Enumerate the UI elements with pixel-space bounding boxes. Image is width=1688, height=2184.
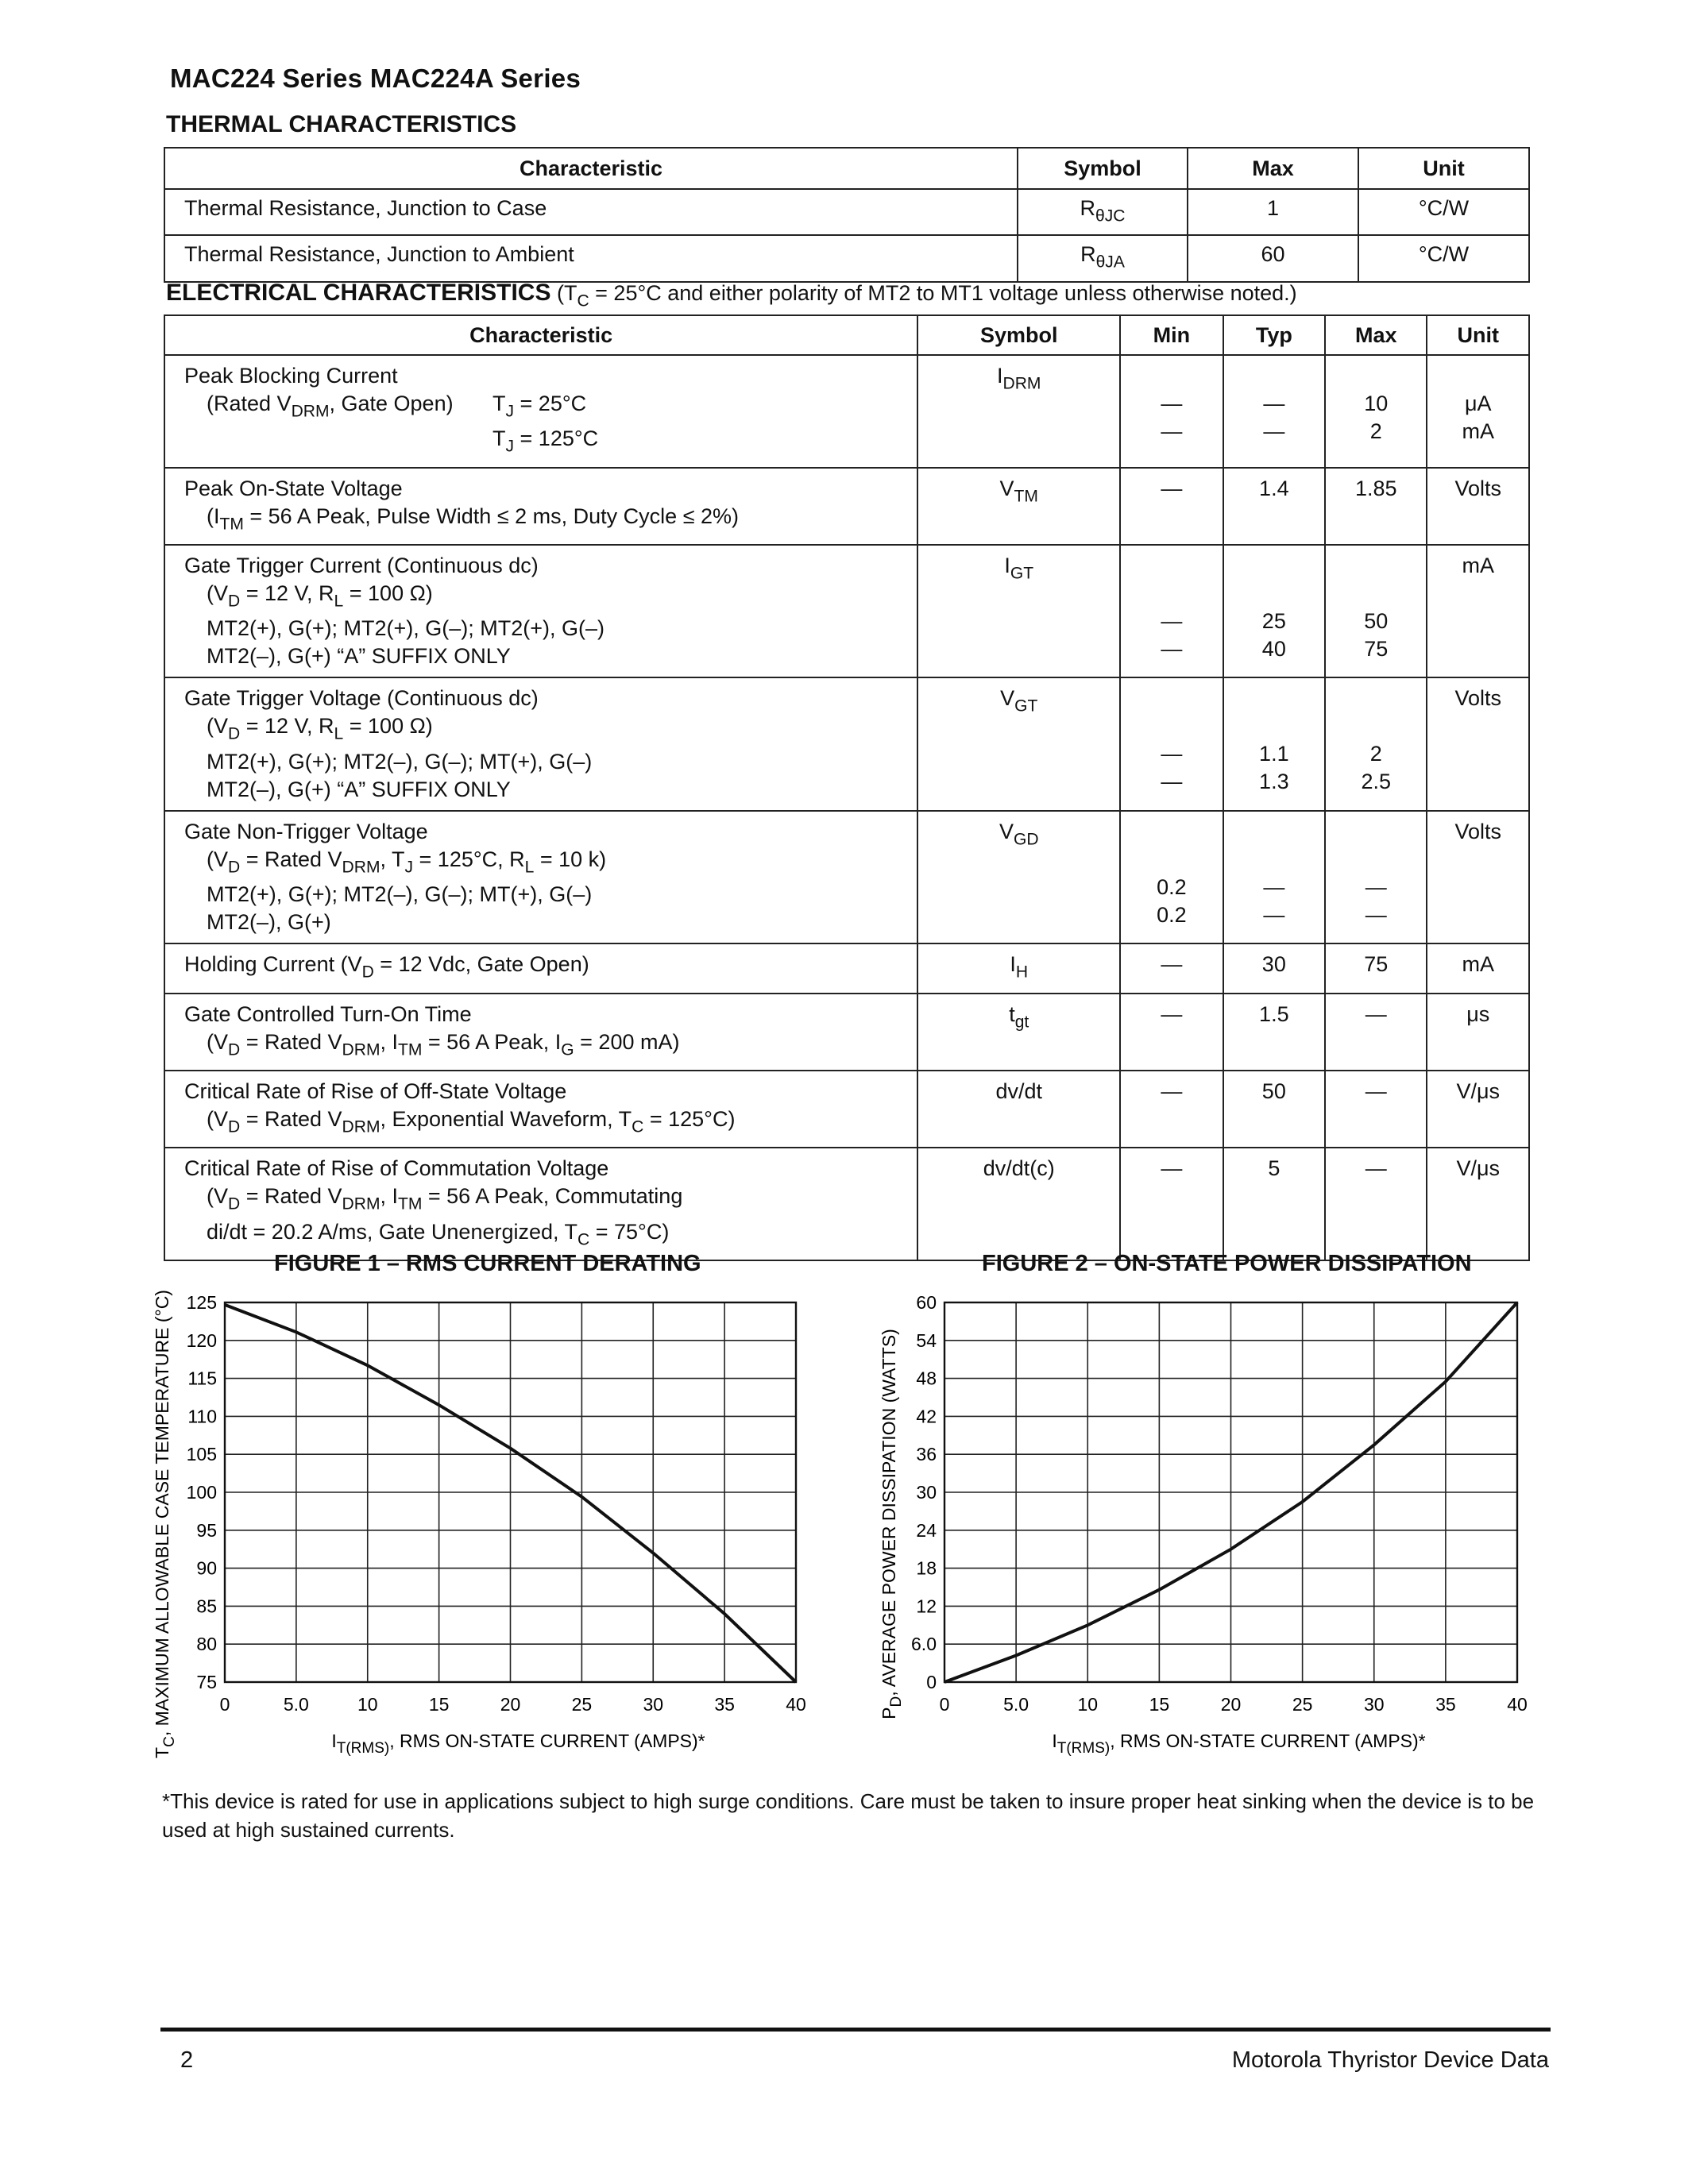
y-tick-label: 54	[916, 1329, 937, 1351]
min-cell: —	[1120, 1071, 1223, 1148]
thermal-symbol: $R_{\theta JC}$	[1018, 189, 1188, 235]
y-tick-label: 120	[186, 1329, 217, 1351]
table-row	[164, 1148, 1529, 1260]
thermal-symbol: $R_{\theta JA}$	[1018, 235, 1188, 281]
y-tick-label: 110	[187, 1406, 217, 1427]
x-tick-label: 25	[571, 1694, 593, 1715]
thermal-unit: °C/W	[1358, 235, 1529, 281]
x-tick-label: 35	[714, 1694, 735, 1715]
y-tick-label: 30	[916, 1482, 937, 1503]
min-cell: 0.2 0.2	[1120, 811, 1223, 943]
max-cell: 10 2	[1325, 355, 1427, 468]
symbol-cell: $I_H$	[917, 943, 1120, 993]
y-tick-label: 0	[926, 1672, 937, 1692]
electrical-heading	[166, 280, 1297, 311]
characteristic-cell: Peak Blocking Current (Rated $V_{DRM}$, Gate Open) $T_J = 25^\circ C$ $T_J = 125^\circ C$	[164, 355, 917, 468]
table-row	[164, 468, 1529, 545]
electrical-col-unit: Unit	[1427, 315, 1529, 355]
symbol-cell: $I_{DRM}$	[917, 355, 1120, 468]
x-tick-label: 40	[786, 1694, 806, 1715]
max-cell: — —	[1325, 811, 1427, 943]
characteristic-cell: Gate Non-Trigger Voltage ($V_D$ = Rated $V_{DRM}$, $T_J = 125^\circ C$, $R_L = 10$ k) MT2(+), G(+); MT2(–), G(–); MT(+), G(–) MT2(–), G(+)	[164, 811, 917, 943]
table-row	[164, 677, 1529, 810]
electrical-col-characteristic: Characteristic	[164, 315, 917, 355]
electrical-table	[164, 314, 1530, 1261]
thermal-max: 60	[1188, 235, 1358, 281]
min-cell: — —	[1120, 677, 1223, 810]
characteristic-cell: Gate Trigger Voltage (Continuous dc) ($V_D = 12$ V, $R_L = 100$ Ω) MT2(+), G(+); MT2(–), G(–); MT(+), G(–) MT2(–), G(+) “A” SUFFIX ONLY	[164, 677, 917, 810]
y-tick-label: 95	[196, 1519, 217, 1541]
max-cell: 2 2.5	[1325, 677, 1427, 810]
thermal-col-unit: Unit	[1358, 148, 1529, 189]
symbol-cell: $t_{gt}$	[917, 994, 1120, 1071]
thermal-section-title: THERMAL CHARACTERISTICS	[166, 111, 517, 137]
typ-cell: 50	[1223, 1071, 1325, 1148]
x-axis-label: $I_{T(RMS)}$, RMS ON-STATE CURRENT (AMPS)*	[331, 1731, 705, 1757]
thermal-col-max: Max	[1188, 148, 1358, 189]
x-tick-label: 5.0	[283, 1694, 309, 1715]
max-cell: 50 75	[1325, 545, 1427, 677]
x-tick-label: 10	[1077, 1694, 1099, 1715]
x-tick-label: 15	[1149, 1694, 1170, 1715]
thermal-header-row	[164, 148, 1529, 189]
max-cell: 1.85	[1325, 468, 1427, 545]
x-tick-label: 20	[1220, 1694, 1242, 1715]
characteristic-cell: Gate Controlled Turn-On Time ($V_D$ = Rated $V_{DRM}$, $I_{TM} = 56$ A Peak, $I_G = 200$ mA)	[164, 994, 917, 1071]
typ-cell: — —	[1223, 811, 1325, 943]
series-title: MAC224 Series MAC224A Series	[170, 64, 581, 93]
x-axis-label: $I_{T(RMS)}$, RMS ON-STATE CURRENT (AMPS)*	[1052, 1731, 1426, 1757]
thermal-max: 1	[1188, 189, 1358, 235]
thermal-characteristic: Thermal Resistance, Junction to Case	[164, 189, 1018, 235]
y-tick-label: 24	[916, 1519, 937, 1541]
y-tick-label: 85	[196, 1596, 217, 1617]
footnote: *This device is rated for use in applications subject to high surge conditions. Care must be taken to insure proper heat sinking when the device is to be used at high sustained currents.	[162, 1789, 1535, 1842]
x-tick-label: 25	[1292, 1694, 1313, 1715]
y-tick-label: 90	[196, 1557, 217, 1579]
characteristic-cell: Peak On-State Voltage ($I_{TM} = 56$ A Peak, Pulse Width ≤ 2 ms, Duty Cycle ≤ 2%)	[164, 468, 917, 545]
y-tick-label: 12	[916, 1596, 937, 1617]
unit-cell: V/μs	[1427, 1148, 1529, 1260]
x-tick-label: 0	[219, 1694, 230, 1715]
x-tick-label: 30	[1363, 1694, 1385, 1715]
figure-2-chart	[870, 1271, 1569, 1771]
x-tick-label: 35	[1435, 1694, 1456, 1715]
typ-cell: 1.1 1.3	[1223, 677, 1325, 810]
unit-cell: mA	[1427, 545, 1529, 677]
footer-publication: Motorola Thyristor Device Data	[1231, 2047, 1549, 2073]
figure-1-chart	[143, 1271, 842, 1771]
typ-cell: — —	[1223, 355, 1325, 468]
unit-cell: V/μs	[1427, 1071, 1529, 1148]
table-row	[164, 811, 1529, 943]
min-cell: —	[1120, 943, 1223, 993]
symbol-cell: $V_{GT}$	[917, 677, 1120, 810]
unit-cell: μA mA	[1427, 355, 1529, 468]
y-tick-label: 48	[916, 1368, 937, 1389]
electrical-col-min: Min	[1120, 315, 1223, 355]
thermal-table	[164, 147, 1530, 283]
y-tick-label: 105	[186, 1444, 217, 1465]
y-tick-label: 18	[916, 1557, 937, 1579]
characteristic-cell: Critical Rate of Rise of Off-State Voltage ($V_D$ = Rated $V_{DRM}$, Exponential Waveform, $T_C = 125^\circ C$)	[164, 1071, 917, 1148]
y-tick-label: 60	[916, 1292, 937, 1313]
min-cell: —	[1120, 994, 1223, 1071]
y-tick-label: 75	[196, 1672, 217, 1692]
typ-cell: 5	[1223, 1148, 1325, 1260]
unit-cell: Volts	[1427, 811, 1529, 943]
table-row	[164, 545, 1529, 677]
thermal-unit: °C/W	[1358, 189, 1529, 235]
symbol-cell: $I_{GT}$	[917, 545, 1120, 677]
table-row	[164, 1071, 1529, 1148]
characteristic-cell: Gate Trigger Current (Continuous dc) ($V_D = 12$ V, $R_L = 100$ Ω) MT2(+), G(+); MT2(+), G(–); MT2(+), G(–) MT2(–), G(+) “A” SUFFIX ONLY	[164, 545, 917, 677]
max-cell: —	[1325, 1148, 1427, 1260]
max-cell: —	[1325, 994, 1427, 1071]
y-tick-label: 125	[186, 1292, 217, 1313]
electrical-conditions: ($T_C = 25^\circ C$ and either polarity of MT2 to MT1 voltage unless otherwise noted.)	[556, 281, 1297, 311]
y-tick-label: 80	[196, 1634, 217, 1655]
table-row	[164, 189, 1529, 235]
unit-cell: mA	[1427, 943, 1529, 993]
symbol-cell: $V_{TM}$	[917, 468, 1120, 545]
y-axis-label: $T_C$, MAXIMUM ALLOWABLE CASE TEMPERATURE (°C)	[152, 1290, 178, 1758]
x-tick-label: 40	[1507, 1694, 1528, 1715]
x-tick-label: 0	[939, 1694, 950, 1715]
unit-cell: μs	[1427, 994, 1529, 1071]
symbol-cell: dv/dt	[917, 1071, 1120, 1148]
table-row	[164, 994, 1529, 1071]
table-row	[164, 355, 1529, 468]
thermal-col-characteristic: Characteristic	[164, 148, 1018, 189]
characteristic-cell: Holding Current ($V_D = 12$ Vdc, Gate Open)	[164, 943, 917, 993]
y-tick-label: 36	[916, 1444, 937, 1465]
min-cell: —	[1120, 1148, 1223, 1260]
typ-cell: 1.5	[1223, 994, 1325, 1071]
y-tick-label: 100	[186, 1482, 217, 1503]
electrical-header-row	[164, 315, 1529, 355]
symbol-cell: $V_{GD}$	[917, 811, 1120, 943]
max-cell: 75	[1325, 943, 1427, 993]
electrical-section-title: ELECTRICAL CHARACTERISTICS	[166, 280, 551, 306]
x-tick-label: 15	[428, 1694, 450, 1715]
thermal-characteristic: Thermal Resistance, Junction to Ambient	[164, 235, 1018, 281]
figure-2-title: FIGURE 2 – ON-STATE POWER DISSIPATION	[982, 1251, 1472, 1276]
unit-cell: Volts	[1427, 677, 1529, 810]
min-cell: — —	[1120, 545, 1223, 677]
table-row	[164, 235, 1529, 281]
max-cell: —	[1325, 1071, 1427, 1148]
electrical-col-typ: Typ	[1223, 315, 1325, 355]
characteristic-cell: Critical Rate of Rise of Commutation Voltage ($V_D$ = Rated $V_{DRM}$, $I_{TM} = 56$ A Peak, Commutating di/dt = 20.2 A/ms, Gate Unenergized, $T_C = 75^\circ C$)	[164, 1148, 917, 1260]
electrical-col-symbol: Symbol	[917, 315, 1120, 355]
symbol-cell: dv/dt(c)	[917, 1148, 1120, 1260]
unit-cell: Volts	[1427, 468, 1529, 545]
y-axis-label: $P_D$, AVERAGE POWER DISSIPATION (WATTS)	[879, 1329, 905, 1719]
y-tick-label: 42	[916, 1406, 937, 1427]
typ-cell: 25 40	[1223, 545, 1325, 677]
figure-1-title: FIGURE 1 – RMS CURRENT DERATING	[274, 1251, 701, 1276]
page-number: 2	[180, 2047, 194, 2073]
y-tick-label: 6.0	[911, 1634, 937, 1655]
x-tick-label: 5.0	[1003, 1694, 1029, 1715]
typ-cell: 1.4	[1223, 468, 1325, 545]
x-tick-label: 10	[357, 1694, 378, 1715]
thermal-col-symbol: Symbol	[1018, 148, 1188, 189]
x-tick-label: 20	[500, 1694, 521, 1715]
min-cell: — —	[1120, 355, 1223, 468]
table-row	[164, 943, 1529, 993]
footer-rule	[160, 2028, 1551, 2032]
min-cell: —	[1120, 468, 1223, 545]
y-tick-label: 115	[187, 1368, 217, 1389]
x-tick-label: 30	[643, 1694, 664, 1715]
typ-cell: 30	[1223, 943, 1325, 993]
electrical-col-max: Max	[1325, 315, 1427, 355]
